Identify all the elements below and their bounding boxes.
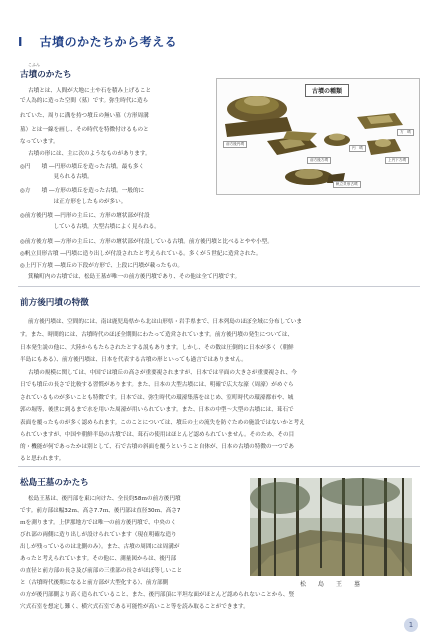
- s3-line-4: 出しが残っているのは北側のみ）。また、古墳の周囲には周溝が: [20, 544, 180, 550]
- s1-line-9: は正方形をしたものが多い。: [20, 199, 127, 205]
- s2-line-2: 日本発生説の他に、大陸からもたらされたとする説もあります。しかし、その数は圧倒的に日本が多く（朝鮮: [20, 345, 294, 351]
- s2-line-0: 前方後円墳は、空間的には、南は鹿児島県から北は山形県・岩手県まで、日本列島のほぼ全域に分布していま: [28, 319, 302, 325]
- chapter-title: [18, 33, 177, 50]
- s3-line-9: 穴式石室を想定し難く、横穴式石室である可能性が高いこと等を読み取ることができます。: [20, 604, 249, 610]
- s1-line-2: れていた、周りに溝を持つ墳丘の無い墓（方形周溝: [20, 113, 149, 119]
- s1-line-6: ◎円 墳 ―円形の墳丘を造った古墳。最も多く: [20, 164, 145, 170]
- keyhole-tomb-model: [225, 96, 292, 137]
- s1-line-1: で人為的に造った空間（墓）です。弥生時代に造ら: [20, 98, 149, 104]
- square-tomb-model: [357, 113, 403, 129]
- label-joen-kaho: 上円下方墳: [385, 157, 409, 164]
- s2-line-4: 古墳の規模に関しては、中国では墳丘の高さが重要視されますが、日本では平面の大きさが重要視され、今: [28, 370, 297, 376]
- label-zenpo-koho: 前方後方墳: [307, 157, 331, 164]
- page-number-badge: 1: [404, 618, 418, 632]
- label-enfun: 円 墳: [349, 145, 366, 152]
- s1-line-5: 古墳の形には、主に次のようなものがあります。: [28, 151, 151, 157]
- s2-line-10: 的・機能が何であったかは別として、石で古墳の斜面を覆うということ自体が、日本の古墳の特徴の一つであ: [20, 444, 294, 450]
- figure-title: 古墳の種類: [305, 84, 349, 97]
- s3-line-6: の直径と前方部の長さ及び前部の三重部の長さがほぼ等しいこと: [20, 568, 183, 574]
- round-tomb-model: [324, 134, 350, 147]
- s3-line-1: です。前方部は幅32ｍ、高さ7.7ｍ、後円部は直径30ｍ、高さ7: [20, 508, 181, 514]
- section1-title: 古墳のかたち: [20, 70, 72, 80]
- s3-line-5: あったと考えられています。その他に、測量図からは、後円部: [20, 556, 177, 562]
- s1-line-12: ◎前方後方墳 ―方形の主丘に、方形の壇状部が付設している古墳。前方後円墳と比べるとやや小型。: [20, 239, 273, 245]
- s3-line-0: 松島王墓は、後円部を東に向けた、全長約58ｍの前方後円墳: [28, 496, 181, 502]
- s2-line-6: されているものが多いことも特徴です。日本では、弥生時代の環濠集落をはじめ、室町時代の環濠都市や、城: [20, 395, 294, 401]
- s1-line-13: ◎帆立貝形古墳 ―円墳に造り出しが付設されたと考えられている。多くが５世紀に造営された。: [20, 251, 262, 257]
- s2-line-8: 表面を覆ったものが多く認められます。このことについては、墳丘の土の流失を防ぐための施設ではないかと考え: [20, 420, 305, 426]
- s2-line-5: 日でも墳丘の長さで比較する習慣があります。また、日本の大型古墳には、明確で広大な濠（周濠）がめぐら: [20, 382, 294, 388]
- chapter-title-text: 古墳のかたちから考える: [39, 35, 178, 49]
- label-hotategai: 帆立貝形古墳: [333, 181, 361, 188]
- divider: [18, 466, 420, 467]
- section1-ruby: こふん: [28, 62, 40, 67]
- label-hofun: 方 墳: [397, 129, 414, 136]
- s1-line-15: 箕輪町内の古墳では、松島王墓が唯一の前方後円墳であり、その他は全て円墳です。: [28, 274, 241, 280]
- section3-title: 松島王墓のかたち: [20, 478, 89, 488]
- s1-line-10: ◎前方後円墳 ―円形の主丘に、方形の壇状部が付設: [20, 213, 150, 219]
- s1-line-3: 墓）とは一線を画し、その時代を特徴付けるものと: [20, 127, 149, 133]
- label-zenpo-koen: 前方後円墳: [223, 141, 247, 148]
- s2-line-11: ると思われます。: [20, 456, 65, 462]
- s3-line-8: の方が後円部側より高く造られていること、また、後円部頂に平坦な面がほとんど認められないことから、竪: [20, 592, 295, 598]
- upper-round-lower-square-tomb-model: [367, 139, 401, 155]
- square-keyhole-tomb-model: [267, 131, 317, 155]
- section2-title: 前方後円墳の特徴: [20, 298, 89, 308]
- s3-line-2: ｍを測ります。上伊那地方では唯一の前方後円墳で、中央のく: [20, 520, 177, 526]
- s1-line-14: ◎上円下方墳 ―墳丘の下段が方形で、上段に円墳が載ったもの。: [20, 263, 183, 269]
- chapter-number: I: [18, 35, 23, 49]
- s1-line-7: 見られる古墳。: [20, 174, 93, 180]
- s2-line-3: 半島にもある）、前方後円墳は、日本を代表する古墳の形といっても過言ではありません。: [20, 357, 247, 363]
- s1-line-0: 古墳とは、人間が大地に土や石を積み上げること: [28, 88, 152, 94]
- forest-photo-illustration: [250, 478, 412, 576]
- matsushima-ohbo-photo: [250, 478, 412, 576]
- s2-line-7: 郭の堀等、後世に到るまで水を用いた周濠が用いられています。また、日本の中型～大型の古墳には、葺石で: [20, 407, 294, 413]
- s1-line-11: している古墳。大型古墳によく見られる。: [20, 224, 160, 230]
- s2-line-1: す。また、時間的には、古墳時代のほぼ全期間にわたって造営されています。前方後円墳の発生については、: [20, 332, 294, 338]
- s3-line-7: と（古墳時代後期になると前方部が大型化する）、前方部側: [20, 580, 169, 586]
- s1-line-8: ◎方 墳 ―方形の墳丘を造った古墳。一般的に: [20, 188, 145, 194]
- s1-line-4: なっています。: [20, 139, 59, 145]
- kofun-types-figure: [216, 78, 420, 195]
- s3-line-3: びれ部の両側に造り出しが設けられています（現在明確な造り: [20, 532, 177, 538]
- s2-line-9: られていますが、中国や朝鮮半島の古墳では、葺石の使用はほとんど認められていません。そのため、その目: [20, 432, 295, 438]
- divider: [18, 286, 420, 287]
- photo-caption: 松 島 王 墓: [300, 581, 364, 588]
- kofun-models-illustration: [217, 79, 419, 194]
